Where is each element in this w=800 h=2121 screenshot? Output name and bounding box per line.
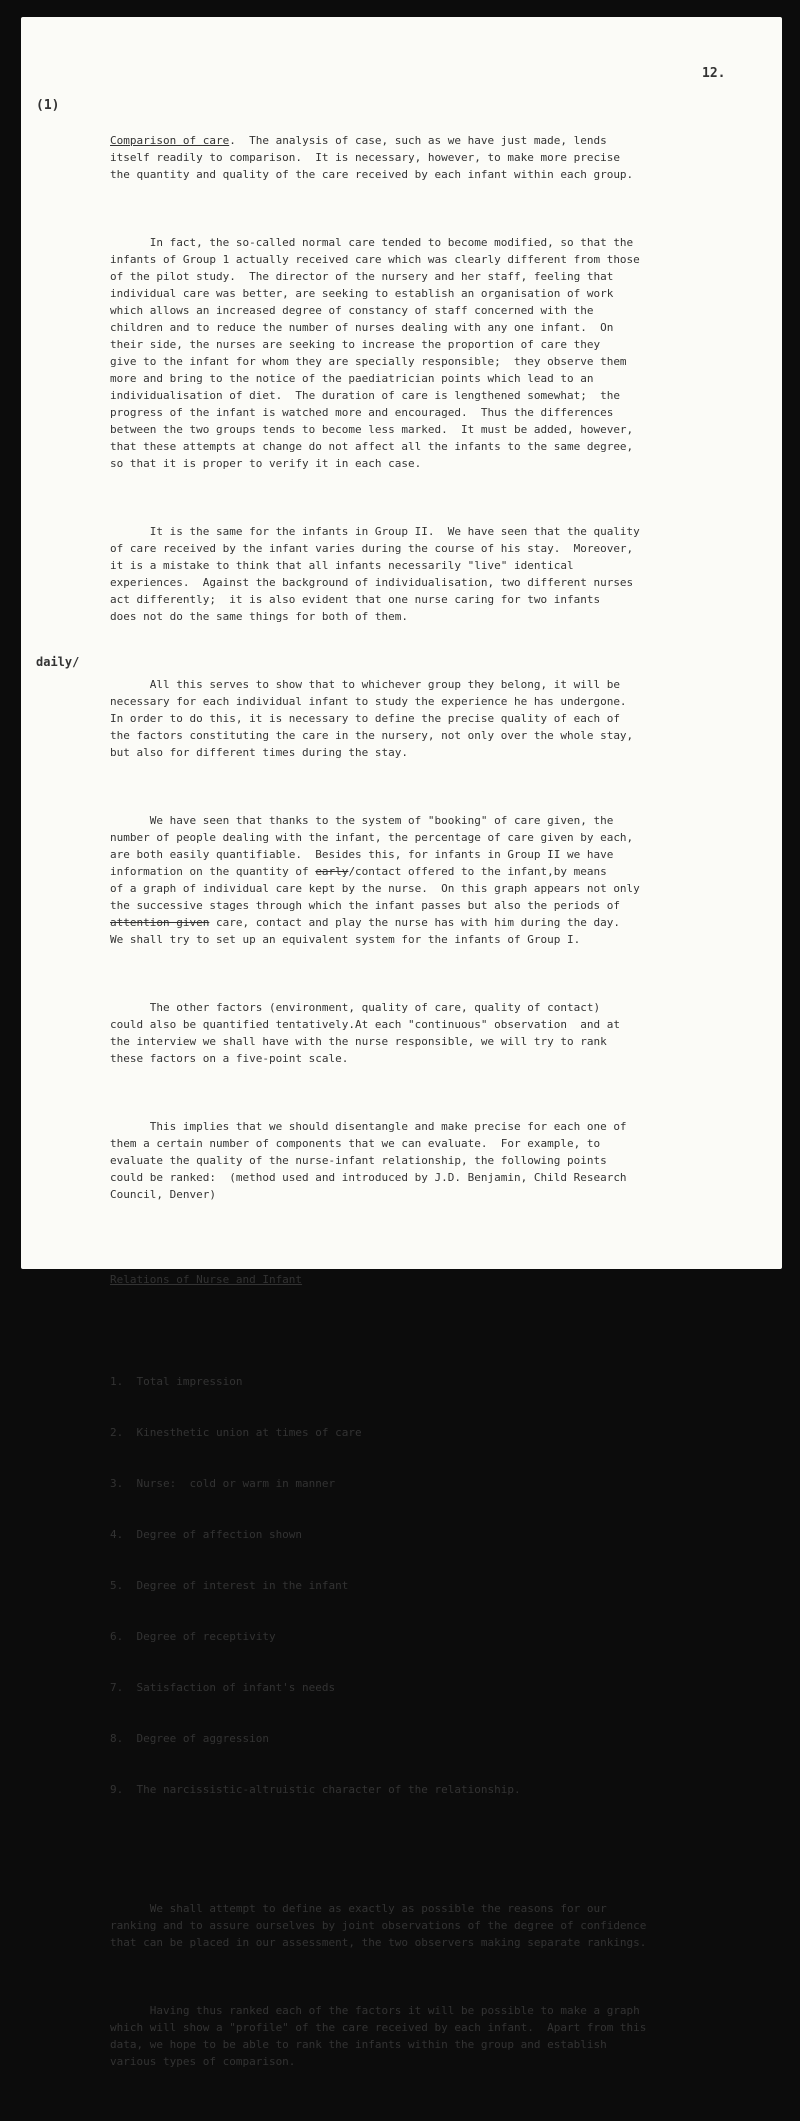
section-heading: Comparison of care (110, 134, 230, 147)
paragraph-components: This implies that we should disentangle and make precise for each one of them a certain number of components that we can evaluate. For example, to evaluate the quality of the nurse-infant relationship, the following points could be ranked: (method used and introduced by J.D. Benjamin, Child Research Council, Denver) (110, 1120, 627, 1201)
struck-word: early (315, 865, 349, 878)
paragraph-text: /contact offered to the infant,by means of a graph of individual care kept by the nurse. On this graph appears not only the successive stages through which the infant passes but also the periods of (110, 865, 640, 912)
paragraph-comparison (110, 132, 770, 183)
page-number: 12. (702, 66, 726, 81)
list-item: 2. Kinesthetic union at times of care (110, 1426, 362, 1439)
list-item: 3. Nurse: cold or warm in manner (110, 1477, 336, 1490)
paragraph-individual-study: All this serves to show that to whichever group they belong, it will be necessary for each individual infant to study the experience he has undergone. In order to do this, it is necessary to define the precise quality of each of the factors constituting the care in the nursery, not only over the whole stay, but also for different times during the stay. (110, 678, 634, 759)
relations-heading: Relations of Nurse and Infant (110, 1273, 303, 1286)
list-item: 5. Degree of interest in the infant (110, 1579, 349, 1592)
struck-phrase: attention given (110, 916, 210, 929)
relations-list (110, 1339, 770, 1832)
paragraph-text: care, contact and play the nurse has with him during the day. We shall try to set up an equivalent system for the infants of Group I. (110, 916, 620, 946)
margin-annotation: daily/ (36, 655, 80, 669)
list-item: 1. Total impression (110, 1375, 243, 1388)
paragraph-text: We have seen that thanks to the system of "booking" of care given, the number of people dealing with the infant, the percentage of care given by each, are both easily quantifiable. Besides this, for infants in Group II we have information on the quantity of (110, 814, 634, 878)
list-item: 9. The narcissistic-altruistic character of the relationship. (110, 1783, 521, 1796)
list-item: 7. Satisfaction of infant's needs (110, 1681, 336, 1694)
paragraph-ranking: We shall attempt to define as exactly as possible the reasons for our ranking and to assure ourselves by joint observations of the degree of confidence that can be placed in our assessment, the two observers making separate rankings. (110, 1902, 647, 1949)
list-item: 8. Degree of aggression (110, 1732, 269, 1745)
list-item: 6. Degree of receptivity (110, 1630, 276, 1643)
document-body (110, 98, 770, 2121)
paragraph-text: . The analysis of case, such as we have just made, lends itself readily to comparison. It is necessary, however, to make more precise the quantity and quality of the care received by each infant within each group. (110, 134, 634, 181)
paragraph-other-factors: The other factors (environment, quality of care, quality of contact) could also be quantified tentatively.At each "continuous" observation and at the interview we shall have with the nurse responsible, we will try to rank these factors on a five-point scale. (110, 1001, 620, 1065)
paragraph-group-two: It is the same for the infants in Group II. We have seen that the quality of care received by the infant varies during the course of his stay. Moreover, it is a mistake to think that all infants necessarily "live" identical experiences. Against the background of individualisation, two different nurses act differently; it is also evident that one nurse caring for two infants does not do the same things for both of them. (110, 525, 640, 623)
section-number: (1) (36, 98, 60, 113)
paragraph-booking-system (110, 812, 770, 948)
paragraph-group-one: In fact, the so-called normal care tended to become modified, so that the infants of Group 1 actually received care which was clearly different from those of the pilot study. The director of the nursery and her staff, feeling that individual care was better, are seeking to establish an organisation of work which allows an increased degree of constancy of staff concerned with the children and to reduce the number of nurses dealing with any one infant. On their side, the nurses are seeking to increase the proportion of care they give to the infant for whom they are specially responsible; they observe them more and bring to the notice of the paediatrician points which lead to an individualisation of diet. The duration of care is lengthened somewhat; the progress of the infant is watched more and encouraged. Thus the differences between the two groups tends to become less marked. It must be added, however, that these attempts at change do not affect all the infants to the same degree, so that it is proper to verify it in each case. (110, 236, 640, 470)
paragraph-profile: Having thus ranked each of the factors it will be possible to make a graph which will show a "profile" of the care received by each infant. Apart from this data, we hope to be able to rank the infants within the group and establish various types of comparison. (110, 2004, 647, 2068)
list-item: 4. Degree of affection shown (110, 1528, 303, 1541)
